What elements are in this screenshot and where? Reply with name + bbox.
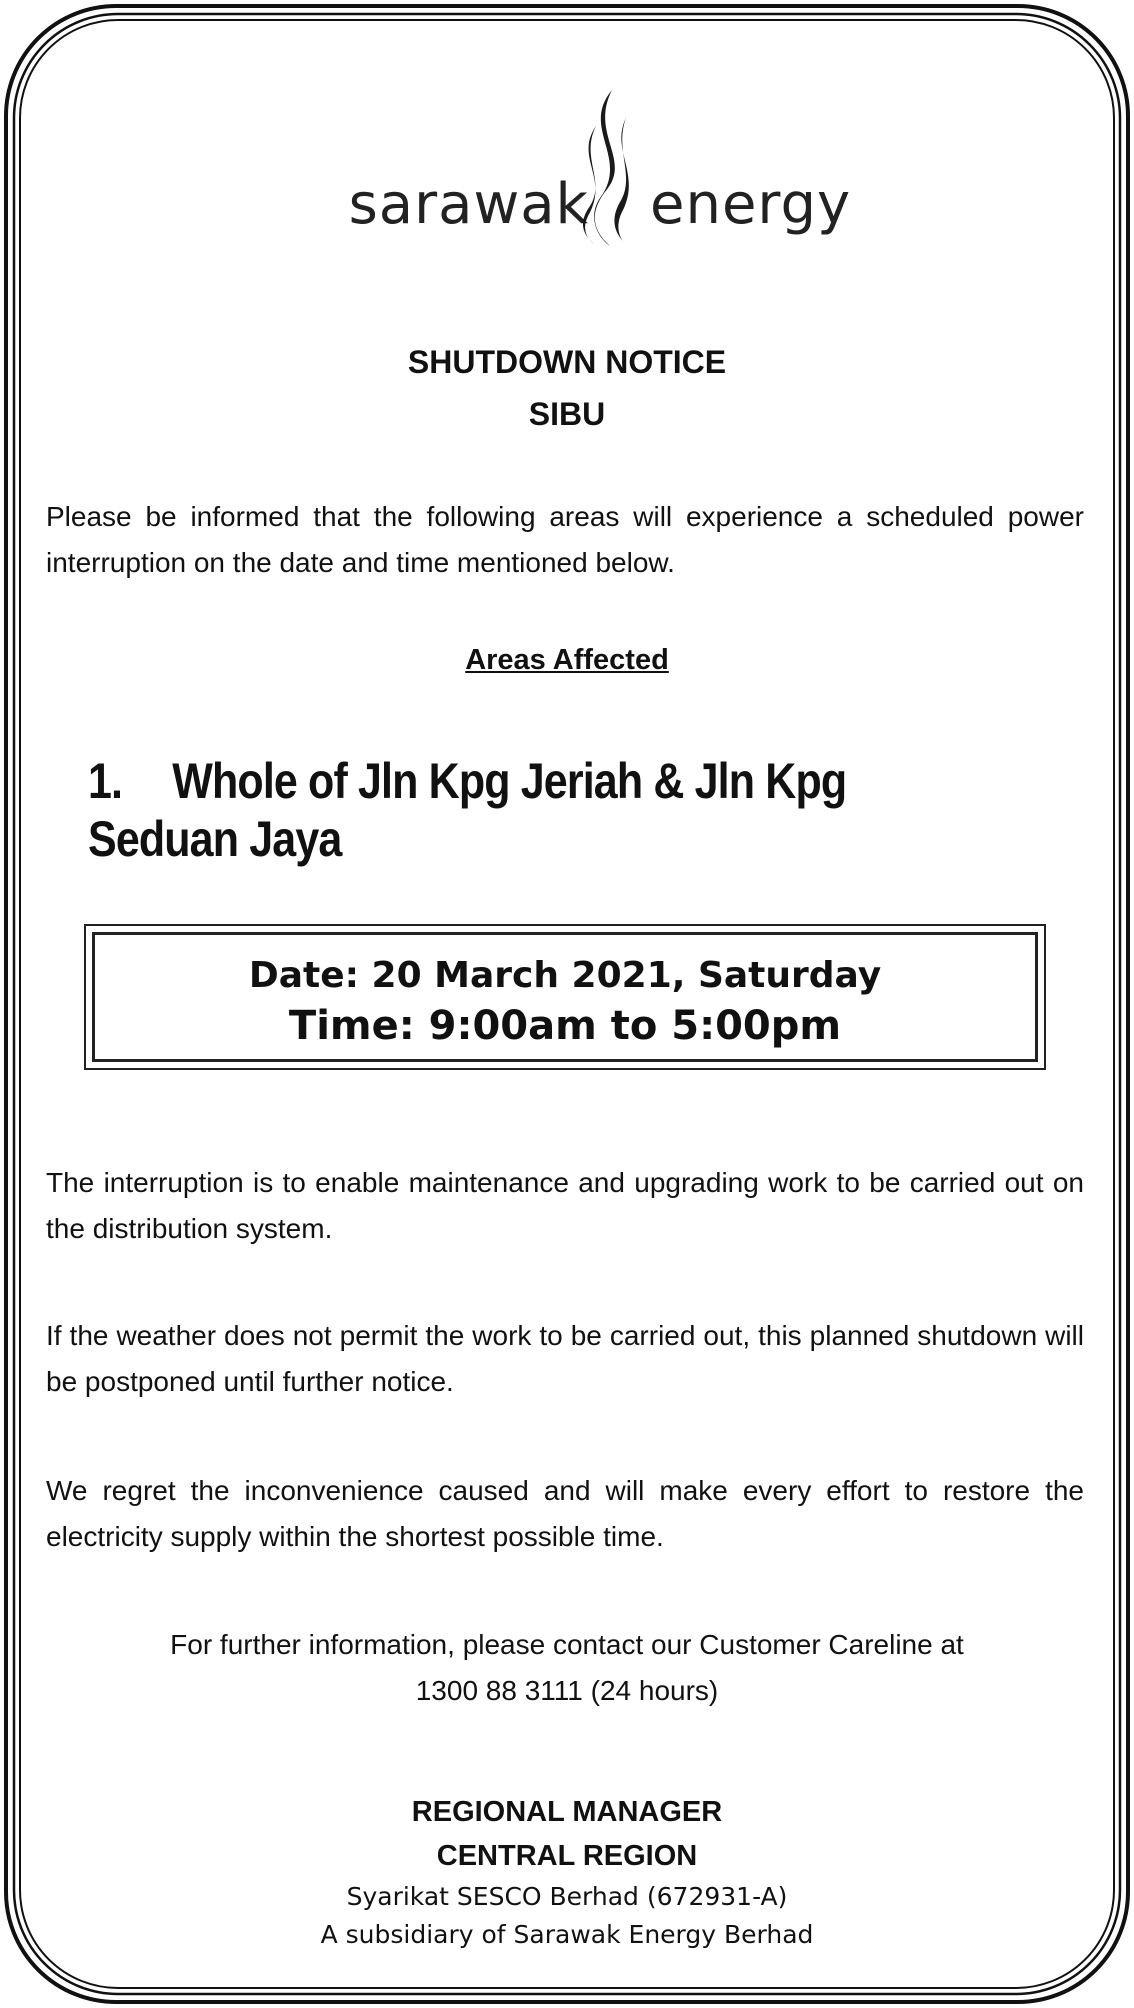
area-item-number: 1. (88, 753, 123, 809)
careline-number: 1300 88 3111 (24 hours) (415, 1675, 719, 1706)
notice-location: SIBU (528, 396, 606, 432)
signature-block (0, 1790, 1134, 1954)
contact-line: For further information, please contact our Customer Careline at (170, 1629, 964, 1660)
weather-paragraph: If the weather does not permit the work to be carried out, this planned shutdown will be postponed until further notice. (46, 1320, 1084, 1397)
areas-heading-wrap (0, 644, 1134, 677)
schedule-date: Date: 20 March 2021, Saturday (248, 955, 882, 996)
apology-paragraph: We regret the inconvenience caused and will make every effort to restore the electricity supply within the shortest possible time. (46, 1475, 1084, 1552)
notice-title: SHUTDOWN NOTICE (407, 344, 727, 380)
logo-word-sarawak: sarawak (348, 172, 589, 237)
schedule-time: Time: 9:00am to 5:00pm (288, 1003, 842, 1049)
signature-title: REGIONAL MANAGER (411, 1796, 723, 1828)
contact-block (0, 1622, 1134, 1714)
schedule-box (92, 932, 1038, 1062)
flame-logo-icon (560, 88, 650, 248)
intro-paragraph: Please be informed that the following areas will experience a scheduled power interruption on the date and time mentioned below. (46, 501, 1084, 578)
company-name: Syarikat SESCO Berhad (672931-A) (346, 1882, 788, 1911)
area-item (88, 752, 948, 868)
logo-word-energy: energy (650, 172, 852, 237)
subsidiary-line: A subsidiary of Sarawak Energy Berhad (320, 1920, 814, 1949)
areas-heading: Areas Affected (465, 644, 669, 676)
sarawak-energy-logo (0, 88, 1134, 258)
signature-region: CENTRAL REGION (436, 1840, 698, 1872)
notice-heading (0, 336, 1134, 440)
area-item-text: Whole of Jln Kpg Jeriah & Jln Kpg Seduan Jaya (88, 753, 847, 867)
maintenance-paragraph: The interruption is to enable maintenance and upgrading work to be carried out on the distribution system. (46, 1167, 1084, 1244)
